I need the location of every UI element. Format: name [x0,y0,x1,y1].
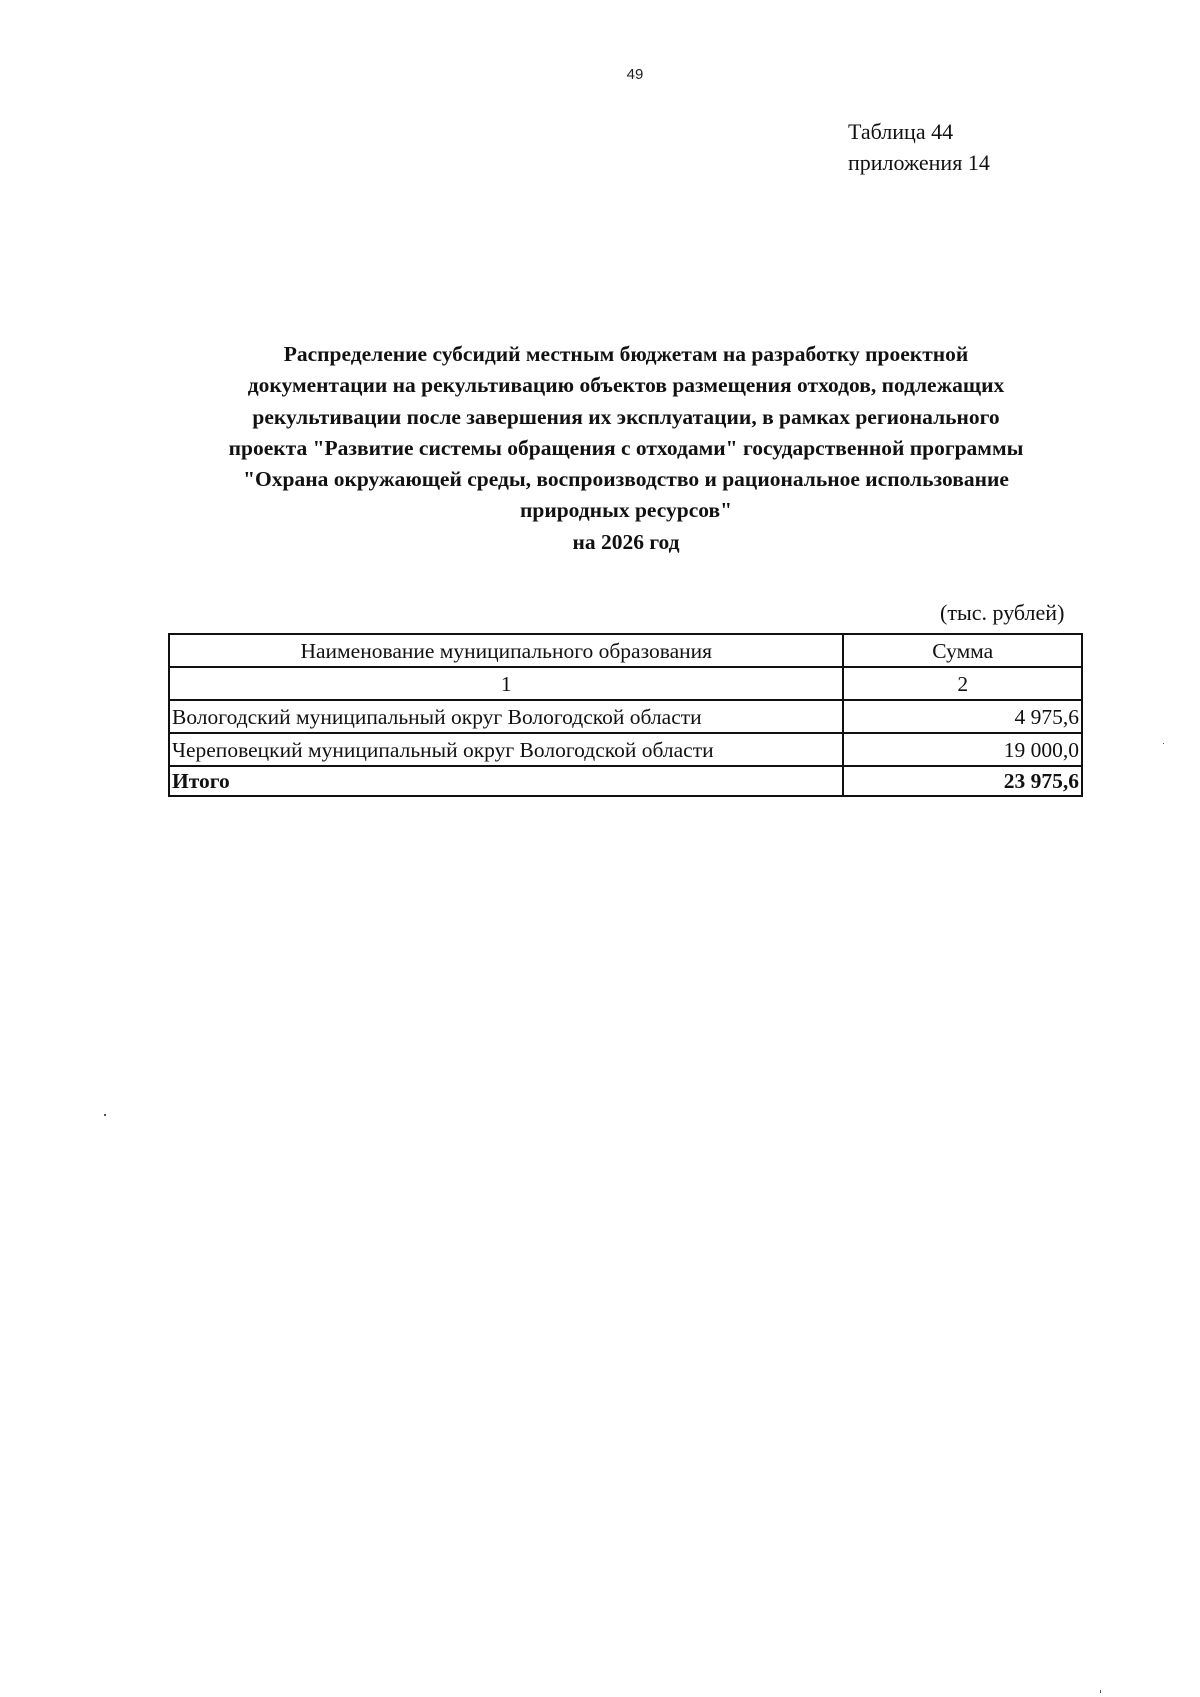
title-line: на 2026 год [572,529,680,554]
document-title [170,339,1082,558]
title-line: документации на рекультивацию объектов размещения отходов, подлежащих [247,373,1005,398]
row-name: Череповецкий муниципальный округ Вологодской области [169,733,843,766]
units-note: (тыс. рублей) [940,600,1065,625]
row-name: Вологодский муниципальный округ Вологодской области [169,700,843,733]
table-row [169,700,1082,733]
column-number-2: 2 [843,667,1082,700]
scan-speck [1163,743,1164,744]
table-row [169,733,1082,766]
total-row [169,766,1082,796]
title-line: рекультивации после завершения их эксплуатации, в рамках регионального [252,404,1000,429]
table-reference-line-1: Таблица 44 [848,119,954,144]
total-label: Итого [169,766,843,796]
title-line: "Охрана окружающей среды, воспроизводство и рациональное использование [243,467,1009,492]
page-number: 49 [626,66,644,83]
row-sum: 4 975,6 [843,700,1082,733]
scan-speck [104,1114,106,1116]
row-sum: 19 000,0 [843,733,1082,766]
title-line: Распределение субсидий местным бюджетам на разработку проектной [283,342,969,366]
subsidy-table [168,633,1083,797]
title-line: природных ресурсов" [519,498,733,523]
total-sum: 23 975,6 [843,766,1082,796]
scan-speck [1100,1690,1101,1693]
table-header-row [169,634,1082,667]
table-reference-line-2: приложения 14 [848,150,990,175]
table-reference [848,116,990,178]
title-line: проекта "Развитие системы обращения с отходами" государственной программы [228,435,1024,460]
column-number-row [169,667,1082,700]
header-sum: Сумма [843,634,1082,667]
header-name: Наименование муниципального образования [169,634,843,667]
column-number-1: 1 [169,667,843,700]
